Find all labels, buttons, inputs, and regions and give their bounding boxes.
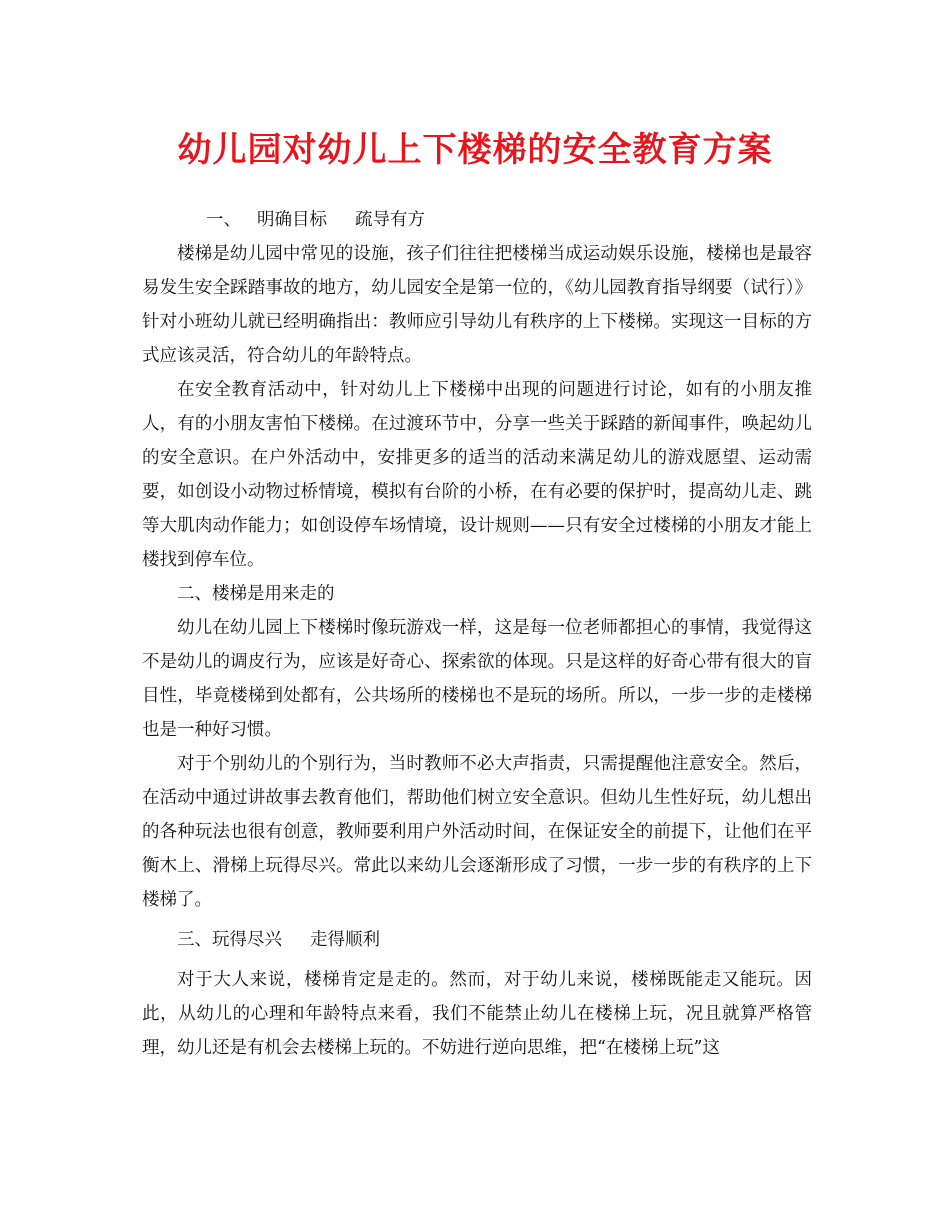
paragraph-5: 对于大人来说，楼梯肯定是走的。然而，对于幼儿来说，楼梯既能走又能玩。因此，从幼儿的心理和年龄特点来看，我们不能禁止幼儿在楼梯上玩，况且就算严格管理，幼儿还是有机会去楼梯上玩的。不妨进行逆向思维，把“在楼梯上玩”这: [142, 970, 812, 1058]
section-heading-1: [142, 203, 812, 237]
paragraph-3: 幼儿在幼儿园上下楼梯时像玩游戏一样，这是每一位老师都担心的事情，我觉得这不是幼儿的调皮行为，应该是好奇心、探索欲的体现。只是这样的好奇心带有很大的盲目性，毕竟楼梯到处都有，公共场所的楼梯也不是玩的场所。所以，一步一步的走楼梯也是一种好习惯。: [142, 618, 812, 740]
section-heading-1-part-b: 疏导有方: [355, 210, 425, 230]
paragraph-2: 在安全教育活动中，针对幼儿上下楼梯中出现的问题进行讨论，如有的小朋友推人，有的小朋友害怕下楼梯。在过渡环节中，分享一些关于踩踏的新闻事件，唤起幼儿的安全意识。在户外活动中，安排更多的适当的活动来满足幼儿的游戏愿望、运动需要，如创设小动物过桥情境，模拟有台阶的小桥，在有必要的保护时，提高幼儿走、跳等大肌肉动作能力；如创设停车场情境，设计规则——只有安全过楼梯的小朋友才能上楼找到停车位。: [142, 380, 812, 570]
page-title: 幼儿园对幼儿上下楼梯的安全教育方案: [177, 130, 773, 170]
section-heading-3: [142, 923, 812, 957]
section-heading-3-part-b: 走得顺利: [310, 930, 380, 950]
section-heading-2: 二、楼梯是用来走的: [177, 584, 335, 604]
paragraph-1: 楼梯是幼儿园中常见的设施，孩子们往往把楼梯当成运动娱乐设施，楼梯也是最容易发生安全踩踏事故的地方，幼儿园安全是第一位的，《幼儿园教育指导纲要（试行）》针对小班幼儿就已经明确指出：教师应引导幼儿有秩序的上下楼梯。实现这一目标的方式应该灵活，符合幼儿的年龄特点。: [142, 244, 812, 366]
section-heading-1-part-a: 明确目标: [257, 210, 327, 230]
paragraph-4: 对于个别幼儿的个别行为，当时教师不必大声指责，只需提醒他注意安全。然后，在活动中通过讲故事去教育他们，帮助他们树立安全意识。但幼儿生性好玩，幼儿想出的各种玩法也很有创意，教师要利用户外活动时间，在保证安全的前提下，让他们在平衡木上、滑梯上玩得尽兴。常此以来幼儿会逐渐形成了习惯，一步一步的有秩序的上下楼梯了。: [142, 754, 812, 910]
section-heading-1-number: 一、: [206, 210, 241, 230]
document-body: [142, 203, 812, 1065]
section-heading-3-part-a: 三、玩得尽兴: [177, 930, 282, 950]
